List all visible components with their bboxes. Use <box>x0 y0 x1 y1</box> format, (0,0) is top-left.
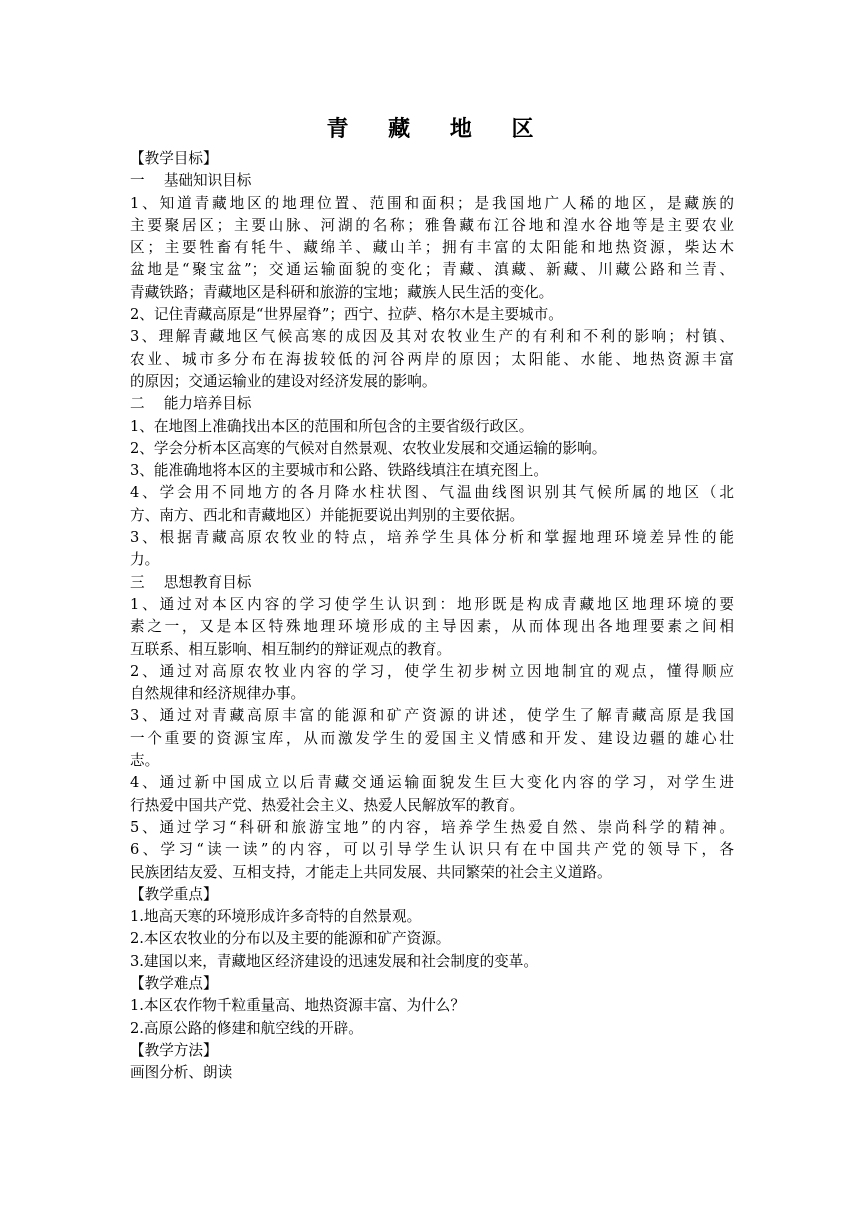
text-line: 4、通过新中国成立以后青藏交通运输面貌发生巨大变化内容的学习，对学生进 <box>130 774 734 792</box>
text-line: 3、根据青藏高原农牧业的特点，培养学生具体分析和掌握地理环境差异性的能 <box>130 529 734 547</box>
text-line: 5、通过学习“科研和旅游宝地”的内容，培养学生热爱自然、崇尚科学的精神。 <box>130 818 734 836</box>
text-line: 方、南方、西北和青藏地区）并能扼要说出判别的主要依据。 <box>130 506 525 524</box>
text-line: 【教学目标】 <box>130 150 218 167</box>
text-line: 一 基础知识目标 <box>130 172 252 190</box>
text-line: 3、通过对青藏高原丰富的能源和矿产资源的讲述，使学生了解青藏高原是我国 <box>130 707 734 725</box>
text-line: 三 思想教育目标 <box>130 573 252 591</box>
text-line: 【教学难点】 <box>130 974 218 992</box>
text-line: 1.地高天寒的环境形成许多奇特的自然景观。 <box>130 908 422 926</box>
text-line: 民族团结友爱、互相支持，才能走上共同发展、共同繁荣的社会主义道路。 <box>130 863 612 881</box>
text-line: 2、学会分析本区高寒的气候对自然景观、农牧业发展和交通运输的影响。 <box>130 439 607 457</box>
text-line: 自然规律和经济规律办事。 <box>130 685 306 703</box>
text-line: 6、学习“读一读”的内容，可以引导学生认识只有在中国共产党的领导下，各 <box>130 841 734 859</box>
text-line: 区；主要牲畜有牦牛、藏绵羊、藏山羊；拥有丰富的太阳能和地热资源，柴达木 <box>130 239 734 257</box>
text-line: 的原因；交通运输业的建设对经济发展的影响。 <box>130 372 437 390</box>
text-line: 1、通过对本区内容的学习使学生认识到：地形既是构成青藏地区地理环境的要 <box>130 595 734 613</box>
text-line: 4、学会用不同地方的各月降水柱状图、气温曲线图识别其气候所属的地区（北 <box>130 484 734 502</box>
text-line: 青藏铁路；青藏地区是科研和旅游的宝地；藏族人民生活的变化。 <box>130 283 554 301</box>
text-line: 盆地是“聚宝盆”；交通运输面貌的变化；青藏、滇藏、新藏、川藏公路和兰青、 <box>130 261 734 279</box>
text-line: 2.高原公路的修建和航空线的开辟。 <box>130 1019 363 1037</box>
text-line: 行热爱中国共产党、热爱社会主义、热爱人民解放军的教育。 <box>130 796 525 814</box>
text-line: 1、在地图上准确找出本区的范围和所包含的主要省级行政区。 <box>130 417 534 435</box>
text-line: 互联系、相互影响、相互制约的辩证观点的教育。 <box>130 640 452 658</box>
text-line: 一个重要的资源宝库，从而激发学生的爱国主义情感和开发、建设边疆的雄心壮 <box>130 729 734 747</box>
text-line: 2、通过对高原农牧业内容的学习，使学生初步树立因地制宜的观点，懂得顺应 <box>130 662 734 680</box>
page-title: 青 藏 地 区 <box>326 116 550 142</box>
text-line: 【教学方法】 <box>130 1041 218 1059</box>
text-line: 2.本区农牧业的分布以及主要的能源和矿产资源。 <box>130 930 451 948</box>
text-line: 1.本区农作物千粒重量高、地热资源丰富、为什么？ <box>130 997 465 1015</box>
text-line: 3、能准确地将本区的主要城市和公路、铁路线填注在填充图上。 <box>130 462 548 480</box>
text-line: 志。 <box>130 752 160 770</box>
text-line: 二 能力培养目标 <box>130 395 252 413</box>
text-line: 画图分析、朗读 <box>130 1064 233 1082</box>
document-body <box>130 148 734 1084</box>
text-line: 主要聚居区；主要山脉、河湖的名称；雅鲁藏布江谷地和湟水谷地等是主要农业 <box>130 216 734 234</box>
text-line: 1、知道青藏地区的地理位置、范围和面积；是我国地广人稀的地区，是藏族的 <box>130 194 734 212</box>
text-line: 3.建国以来，青藏地区经济建设的迅速发展和社会制度的变革。 <box>130 952 538 970</box>
text-line: 素之一，又是本区特殊地理环境形成的主导因素，从而体现出各地理要素之间相 <box>130 618 734 636</box>
text-line: 农业、城市多分布在海拔较低的河谷两岸的原因；太阳能、水能、地热资源丰富 <box>130 350 734 368</box>
text-line: 3、理解青藏地区气候高寒的成因及其对农牧业生产的有利和不利的影响；村镇、 <box>130 328 734 346</box>
text-line: 力。 <box>130 551 160 569</box>
text-line: 2、记住青藏高原是“世界屋脊”；西宁、拉萨、格尔木是主要城市。 <box>130 306 563 324</box>
text-line: 【教学重点】 <box>130 885 218 903</box>
